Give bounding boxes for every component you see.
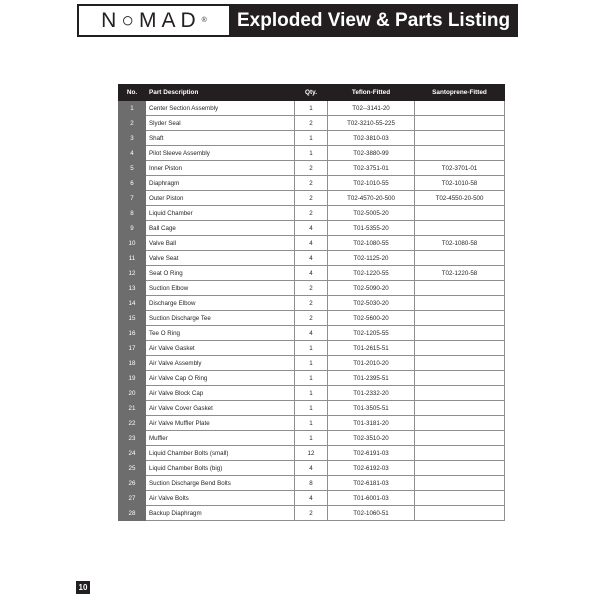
part-qty: 1 (295, 416, 328, 431)
table-row (119, 266, 505, 281)
teflon-part-no: T02-3210-55-225 (328, 116, 415, 131)
table-row (119, 251, 505, 266)
part-description: Air Valve Assembly (146, 356, 295, 371)
santoprene-part-no (415, 446, 505, 461)
part-description: Liquid Chamber Bolts (small) (146, 446, 295, 461)
teflon-part-no: T01-2615-51 (328, 341, 415, 356)
part-qty: 12 (295, 446, 328, 461)
table-row (119, 386, 505, 401)
part-number: 11 (119, 251, 146, 266)
parts-table-body (119, 101, 505, 521)
teflon-part-no: T02-3510-20 (328, 431, 415, 446)
part-number: 27 (119, 491, 146, 506)
table-row (119, 461, 505, 476)
table-row (119, 101, 505, 116)
part-number: 9 (119, 221, 146, 236)
part-description: Air Valve Gasket (146, 341, 295, 356)
teflon-part-no: T01-6001-03 (328, 491, 415, 506)
santoprene-part-no (415, 221, 505, 236)
part-description: Air Valve Cap O Ring (146, 371, 295, 386)
teflon-part-no: T02-3810-03 (328, 131, 415, 146)
part-qty: 4 (295, 236, 328, 251)
santoprene-part-no (415, 491, 505, 506)
part-qty: 2 (295, 116, 328, 131)
part-description: Seat O Ring (146, 266, 295, 281)
part-qty: 4 (295, 251, 328, 266)
santoprene-part-no: T02-1220-58 (415, 266, 505, 281)
part-qty: 1 (295, 401, 328, 416)
table-row (119, 356, 505, 371)
teflon-part-no: T02-5005-20 (328, 206, 415, 221)
part-description: Center Section Assembly (146, 101, 295, 116)
teflon-part-no: T01-2395-51 (328, 371, 415, 386)
teflon-part-no: T02-5090-20 (328, 281, 415, 296)
santoprene-part-no (415, 296, 505, 311)
page-title: Exploded View & Parts Listing (229, 6, 516, 35)
teflon-part-no: T02-1060-51 (328, 506, 415, 521)
part-description: Pilot Sleeve Assembly (146, 146, 295, 161)
part-description: Valve Seat (146, 251, 295, 266)
part-qty: 2 (295, 206, 328, 221)
santoprene-part-no (415, 281, 505, 296)
part-number: 16 (119, 326, 146, 341)
part-qty: 4 (295, 491, 328, 506)
table-row (119, 146, 505, 161)
parts-table (118, 84, 505, 521)
part-number: 24 (119, 446, 146, 461)
part-number: 20 (119, 386, 146, 401)
part-number: 28 (119, 506, 146, 521)
santoprene-part-no (415, 326, 505, 341)
santoprene-part-no (415, 116, 505, 131)
part-description: Air Valve Bolts (146, 491, 295, 506)
part-qty: 2 (295, 296, 328, 311)
part-qty: 2 (295, 281, 328, 296)
part-number: 1 (119, 101, 146, 116)
part-number: 12 (119, 266, 146, 281)
part-description: Air Valve Cover Gasket (146, 401, 295, 416)
table-row (119, 206, 505, 221)
part-qty: 2 (295, 191, 328, 206)
teflon-part-no: T02-6192-03 (328, 461, 415, 476)
col-header-qty: Qty. (295, 85, 328, 101)
table-row (119, 416, 505, 431)
table-row (119, 131, 505, 146)
part-description: Suction Discharge Bend Bolts (146, 476, 295, 491)
part-description: Muffler (146, 431, 295, 446)
part-number: 25 (119, 461, 146, 476)
table-row (119, 236, 505, 251)
teflon-part-no: T01-5355-20 (328, 221, 415, 236)
part-description: Diaphragm (146, 176, 295, 191)
teflon-part-no: T02--3141-20 (328, 101, 415, 116)
part-description: Inner Piston (146, 161, 295, 176)
teflon-part-no: T02-6191-03 (328, 446, 415, 461)
part-number: 18 (119, 356, 146, 371)
part-qty: 1 (295, 386, 328, 401)
teflon-part-no: T02-3880-99 (328, 146, 415, 161)
part-qty: 4 (295, 266, 328, 281)
table-row (119, 191, 505, 206)
santoprene-part-no: T02-3701-01 (415, 161, 505, 176)
santoprene-part-no: T02-1080-58 (415, 236, 505, 251)
col-header-no: No. (119, 85, 146, 101)
page-number: 10 (76, 581, 90, 594)
col-header-teflon: Teflon-Fitted (328, 85, 415, 101)
santoprene-part-no (415, 146, 505, 161)
santoprene-part-no (415, 101, 505, 116)
part-description: Air Valve Block Cap (146, 386, 295, 401)
table-row (119, 326, 505, 341)
part-description: Liquid Chamber (146, 206, 295, 221)
part-number: 21 (119, 401, 146, 416)
part-description: Backup Diaphragm (146, 506, 295, 521)
part-qty: 8 (295, 476, 328, 491)
part-description: Valve Ball (146, 236, 295, 251)
part-qty: 1 (295, 371, 328, 386)
santoprene-part-no (415, 506, 505, 521)
part-number: 23 (119, 431, 146, 446)
part-number: 19 (119, 371, 146, 386)
table-row (119, 341, 505, 356)
part-description: Suction Discharge Tee (146, 311, 295, 326)
table-row (119, 401, 505, 416)
santoprene-part-no: T02-4550-20-500 (415, 191, 505, 206)
table-row (119, 161, 505, 176)
santoprene-part-no (415, 416, 505, 431)
table-row (119, 116, 505, 131)
part-description: Tee O Ring (146, 326, 295, 341)
part-qty: 1 (295, 146, 328, 161)
part-qty: 4 (295, 326, 328, 341)
part-number: 2 (119, 116, 146, 131)
teflon-part-no: T02-3751-01 (328, 161, 415, 176)
teflon-part-no: T02-1010-55 (328, 176, 415, 191)
part-number: 5 (119, 161, 146, 176)
part-description: Slyder Seal (146, 116, 295, 131)
part-number: 8 (119, 206, 146, 221)
teflon-part-no: T01-3505-51 (328, 401, 415, 416)
santoprene-part-no (415, 461, 505, 476)
part-description: Discharge Elbow (146, 296, 295, 311)
part-qty: 2 (295, 311, 328, 326)
part-qty: 1 (295, 101, 328, 116)
table-row (119, 506, 505, 521)
col-header-description: Part Description (146, 85, 295, 101)
part-description: Air Valve Muffler Plate (146, 416, 295, 431)
part-number: 14 (119, 296, 146, 311)
part-description: Liquid Chamber Bolts (big) (146, 461, 295, 476)
santoprene-part-no (415, 251, 505, 266)
santoprene-part-no (415, 206, 505, 221)
part-number: 3 (119, 131, 146, 146)
teflon-part-no: T02-1220-55 (328, 266, 415, 281)
part-description: Suction Elbow (146, 281, 295, 296)
page-header (77, 4, 518, 37)
table-row (119, 371, 505, 386)
santoprene-part-no (415, 356, 505, 371)
teflon-part-no: T02-5600-20 (328, 311, 415, 326)
part-number: 7 (119, 191, 146, 206)
santoprene-part-no (415, 476, 505, 491)
teflon-part-no: T01-3181-20 (328, 416, 415, 431)
santoprene-part-no: T02-1010-58 (415, 176, 505, 191)
table-row (119, 221, 505, 236)
part-qty: 2 (295, 176, 328, 191)
table-row (119, 446, 505, 461)
teflon-part-no: T02-6181-03 (328, 476, 415, 491)
santoprene-part-no (415, 131, 505, 146)
part-qty: 1 (295, 341, 328, 356)
brand-name: N○MAD (101, 8, 201, 32)
part-description: Outer Piston (146, 191, 295, 206)
part-qty: 4 (295, 461, 328, 476)
table-row (119, 491, 505, 506)
part-qty: 1 (295, 131, 328, 146)
nomad-logo (79, 6, 229, 35)
part-description: Ball Cage (146, 221, 295, 236)
teflon-part-no: T02-1205-55 (328, 326, 415, 341)
part-number: 6 (119, 176, 146, 191)
table-row (119, 281, 505, 296)
table-row (119, 431, 505, 446)
santoprene-part-no (415, 401, 505, 416)
part-number: 22 (119, 416, 146, 431)
part-qty: 4 (295, 221, 328, 236)
part-number: 15 (119, 311, 146, 326)
part-qty: 1 (295, 431, 328, 446)
santoprene-part-no (415, 341, 505, 356)
santoprene-part-no (415, 386, 505, 401)
part-number: 17 (119, 341, 146, 356)
col-header-santoprene: Santoprene-Fitted (415, 85, 505, 101)
teflon-part-no: T01-2332-20 (328, 386, 415, 401)
part-number: 10 (119, 236, 146, 251)
part-qty: 1 (295, 356, 328, 371)
santoprene-part-no (415, 311, 505, 326)
part-number: 4 (119, 146, 146, 161)
table-header-row (119, 85, 505, 101)
part-qty: 2 (295, 161, 328, 176)
teflon-part-no: T02-1080-55 (328, 236, 415, 251)
table-row (119, 176, 505, 191)
table-row (119, 296, 505, 311)
part-qty: 2 (295, 506, 328, 521)
table-row (119, 476, 505, 491)
part-description: Shaft (146, 131, 295, 146)
teflon-part-no: T01-2010-20 (328, 356, 415, 371)
table-row (119, 311, 505, 326)
registered-mark: ® (201, 17, 207, 24)
part-number: 13 (119, 281, 146, 296)
teflon-part-no: T02-1125-20 (328, 251, 415, 266)
teflon-part-no: T02-4570-20-500 (328, 191, 415, 206)
santoprene-part-no (415, 371, 505, 386)
santoprene-part-no (415, 431, 505, 446)
teflon-part-no: T02-5030-20 (328, 296, 415, 311)
part-number: 26 (119, 476, 146, 491)
